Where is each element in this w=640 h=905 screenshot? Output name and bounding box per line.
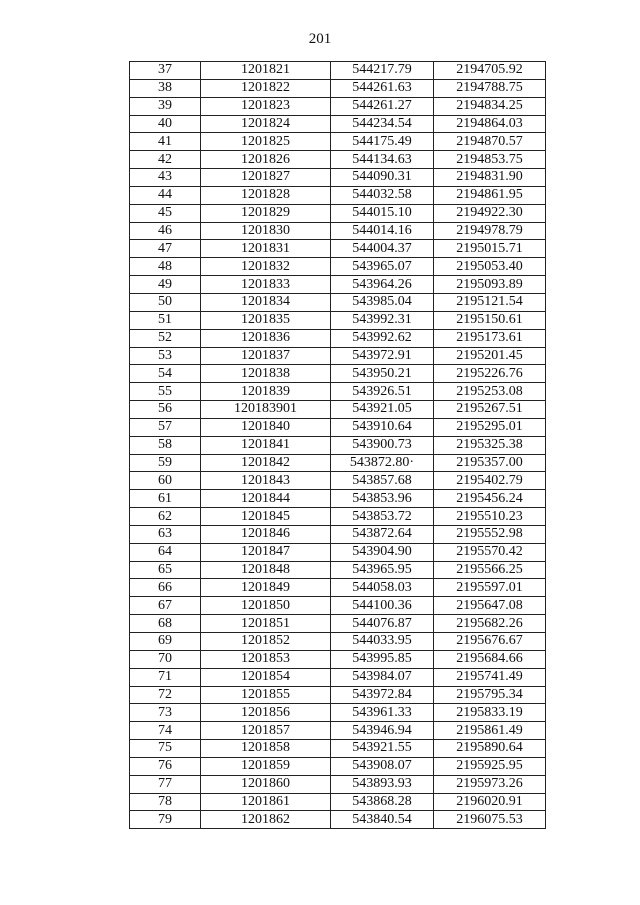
table-row	[130, 525, 546, 543]
point-number-cell: 49	[130, 276, 201, 294]
point-id-cell: 1201825	[201, 133, 331, 151]
point-number-cell: 76	[130, 757, 201, 775]
point-number-cell: 53	[130, 347, 201, 365]
x-coordinate-cell: 543908.07	[331, 757, 434, 775]
x-coordinate-cell: 543984.07	[331, 668, 434, 686]
point-id-cell: 1201839	[201, 383, 331, 401]
y-coordinate-cell: 2194922.30	[434, 204, 546, 222]
x-coordinate-cell: 544076.87	[331, 615, 434, 633]
point-number-cell: 48	[130, 258, 201, 276]
point-id-cell: 1201838	[201, 365, 331, 383]
y-coordinate-cell: 2195684.66	[434, 650, 546, 668]
x-coordinate-cell: 543840.54	[331, 811, 434, 829]
point-id-cell: 1201857	[201, 722, 331, 740]
x-coordinate-cell: 544261.27	[331, 97, 434, 115]
point-id-cell: 1201835	[201, 311, 331, 329]
point-id-cell: 1201845	[201, 508, 331, 526]
point-id-cell: 1201834	[201, 293, 331, 311]
x-coordinate-cell: 544015.10	[331, 204, 434, 222]
point-number-cell: 74	[130, 722, 201, 740]
y-coordinate-cell: 2195676.67	[434, 633, 546, 651]
point-id-cell: 1201822	[201, 79, 331, 97]
point-number-cell: 41	[130, 133, 201, 151]
table-row	[130, 418, 546, 436]
table-row	[130, 133, 546, 151]
y-coordinate-cell: 2194831.90	[434, 169, 546, 187]
point-number-cell: 45	[130, 204, 201, 222]
point-number-cell: 50	[130, 293, 201, 311]
point-number-cell: 55	[130, 383, 201, 401]
point-number-cell: 73	[130, 704, 201, 722]
point-number-cell: 42	[130, 151, 201, 169]
x-coordinate-cell: 543995.85	[331, 650, 434, 668]
table-row	[130, 115, 546, 133]
x-coordinate-cell: 544004.37	[331, 240, 434, 258]
point-number-cell: 70	[130, 650, 201, 668]
point-id-cell: 1201829	[201, 204, 331, 222]
y-coordinate-cell: 2195552.98	[434, 525, 546, 543]
point-id-cell: 1201843	[201, 472, 331, 490]
point-id-cell: 1201854	[201, 668, 331, 686]
point-id-cell: 1201862	[201, 811, 331, 829]
table-row	[130, 811, 546, 829]
table-row	[130, 169, 546, 187]
point-id-cell: 1201842	[201, 454, 331, 472]
x-coordinate-cell: 543872.64	[331, 525, 434, 543]
point-id-cell: 1201830	[201, 222, 331, 240]
y-coordinate-cell: 2195325.38	[434, 436, 546, 454]
x-coordinate-cell: 543992.31	[331, 311, 434, 329]
table-row	[130, 436, 546, 454]
table-row	[130, 454, 546, 472]
table-row	[130, 775, 546, 793]
point-id-cell: 1201851	[201, 615, 331, 633]
table-row	[130, 472, 546, 490]
y-coordinate-cell: 2194978.79	[434, 222, 546, 240]
point-id-cell: 1201847	[201, 543, 331, 561]
point-id-cell: 1201821	[201, 62, 331, 80]
x-coordinate-cell: 543857.68	[331, 472, 434, 490]
table-row	[130, 258, 546, 276]
x-coordinate-cell: 544100.36	[331, 597, 434, 615]
x-coordinate-cell: 544134.63	[331, 151, 434, 169]
x-coordinate-cell: 543992.62	[331, 329, 434, 347]
point-number-cell: 59	[130, 454, 201, 472]
table-row	[130, 615, 546, 633]
table-row	[130, 543, 546, 561]
x-coordinate-cell: 543950.21	[331, 365, 434, 383]
table-row	[130, 650, 546, 668]
table-row	[130, 740, 546, 758]
y-coordinate-cell: 2194788.75	[434, 79, 546, 97]
point-number-cell: 79	[130, 811, 201, 829]
point-id-cell: 1201846	[201, 525, 331, 543]
y-coordinate-cell: 2195570.42	[434, 543, 546, 561]
point-id-cell: 1201844	[201, 490, 331, 508]
point-number-cell: 77	[130, 775, 201, 793]
point-number-cell: 37	[130, 62, 201, 80]
point-id-cell: 1201850	[201, 597, 331, 615]
y-coordinate-cell: 2195973.26	[434, 775, 546, 793]
y-coordinate-cell: 2194834.25	[434, 97, 546, 115]
y-coordinate-cell: 2195253.08	[434, 383, 546, 401]
x-coordinate-cell: 543926.51	[331, 383, 434, 401]
point-number-cell: 44	[130, 186, 201, 204]
coordinates-table	[129, 61, 546, 829]
y-coordinate-cell: 2195295.01	[434, 418, 546, 436]
x-coordinate-cell: 543965.07	[331, 258, 434, 276]
table-row	[130, 186, 546, 204]
y-coordinate-cell: 2195566.25	[434, 561, 546, 579]
point-number-cell: 39	[130, 97, 201, 115]
y-coordinate-cell: 2195647.08	[434, 597, 546, 615]
y-coordinate-cell: 2194864.03	[434, 115, 546, 133]
table-row	[130, 79, 546, 97]
point-number-cell: 47	[130, 240, 201, 258]
x-coordinate-cell: 544175.49	[331, 133, 434, 151]
x-coordinate-cell: 543985.04	[331, 293, 434, 311]
table-row	[130, 222, 546, 240]
point-id-cell: 1201832	[201, 258, 331, 276]
x-coordinate-cell: 543904.90	[331, 543, 434, 561]
point-number-cell: 72	[130, 686, 201, 704]
x-coordinate-cell: 544032.58	[331, 186, 434, 204]
x-coordinate-cell: 543965.95	[331, 561, 434, 579]
point-number-cell: 75	[130, 740, 201, 758]
y-coordinate-cell: 2195861.49	[434, 722, 546, 740]
point-id-cell: 1201836	[201, 329, 331, 347]
x-coordinate-cell: 543900.73	[331, 436, 434, 454]
y-coordinate-cell: 2196020.91	[434, 793, 546, 811]
table-row	[130, 722, 546, 740]
point-id-cell: 1201856	[201, 704, 331, 722]
y-coordinate-cell: 2195833.19	[434, 704, 546, 722]
y-coordinate-cell: 2195597.01	[434, 579, 546, 597]
point-id-cell: 1201855	[201, 686, 331, 704]
y-coordinate-cell: 2195093.89	[434, 276, 546, 294]
point-number-cell: 58	[130, 436, 201, 454]
table-row	[130, 793, 546, 811]
y-coordinate-cell: 2195795.34	[434, 686, 546, 704]
point-id-cell: 1201841	[201, 436, 331, 454]
point-id-cell: 1201853	[201, 650, 331, 668]
table-row	[130, 276, 546, 294]
y-coordinate-cell: 2195150.61	[434, 311, 546, 329]
point-id-cell: 1201827	[201, 169, 331, 187]
point-number-cell: 43	[130, 169, 201, 187]
point-id-cell: 120183901	[201, 401, 331, 419]
x-coordinate-cell: 543893.93	[331, 775, 434, 793]
y-coordinate-cell: 2195890.64	[434, 740, 546, 758]
page-number: 201	[308, 31, 332, 47]
x-coordinate-cell: 543853.72	[331, 508, 434, 526]
y-coordinate-cell: 2195925.95	[434, 757, 546, 775]
point-id-cell: 1201849	[201, 579, 331, 597]
x-coordinate-cell: 544014.16	[331, 222, 434, 240]
x-coordinate-cell: 543961.33	[331, 704, 434, 722]
x-coordinate-cell: 544217.79	[331, 62, 434, 80]
y-coordinate-cell: 2194870.57	[434, 133, 546, 151]
coordinates-table-body	[130, 62, 546, 829]
x-coordinate-cell: 544234.54	[331, 115, 434, 133]
point-number-cell: 52	[130, 329, 201, 347]
point-number-cell: 62	[130, 508, 201, 526]
point-number-cell: 64	[130, 543, 201, 561]
table-row	[130, 365, 546, 383]
table-row	[130, 329, 546, 347]
x-coordinate-cell: 544033.95	[331, 633, 434, 651]
point-id-cell: 1201831	[201, 240, 331, 258]
x-coordinate-cell: 543972.91	[331, 347, 434, 365]
table-row	[130, 633, 546, 651]
y-coordinate-cell: 2195015.71	[434, 240, 546, 258]
point-number-cell: 68	[130, 615, 201, 633]
point-number-cell: 63	[130, 525, 201, 543]
point-number-cell: 46	[130, 222, 201, 240]
table-row	[130, 151, 546, 169]
point-id-cell: 1201861	[201, 793, 331, 811]
y-coordinate-cell: 2195741.49	[434, 668, 546, 686]
y-coordinate-cell: 2195402.79	[434, 472, 546, 490]
y-coordinate-cell: 2195510.23	[434, 508, 546, 526]
y-coordinate-cell: 2195201.45	[434, 347, 546, 365]
x-coordinate-cell: 543964.26	[331, 276, 434, 294]
y-coordinate-cell: 2195456.24	[434, 490, 546, 508]
table-row	[130, 686, 546, 704]
x-coordinate-cell: 543910.64	[331, 418, 434, 436]
point-number-cell: 61	[130, 490, 201, 508]
table-row	[130, 561, 546, 579]
x-coordinate-cell: 543853.96	[331, 490, 434, 508]
point-id-cell: 1201859	[201, 757, 331, 775]
point-id-cell: 1201823	[201, 97, 331, 115]
coordinates-table-container	[129, 61, 546, 829]
table-row	[130, 401, 546, 419]
point-number-cell: 65	[130, 561, 201, 579]
x-coordinate-cell: 543921.05	[331, 401, 434, 419]
y-coordinate-cell: 2194853.75	[434, 151, 546, 169]
y-coordinate-cell: 2194861.95	[434, 186, 546, 204]
y-coordinate-cell: 2195121.54	[434, 293, 546, 311]
y-coordinate-cell: 2196075.53	[434, 811, 546, 829]
x-coordinate-cell: 543921.55	[331, 740, 434, 758]
point-number-cell: 54	[130, 365, 201, 383]
table-row	[130, 62, 546, 80]
point-number-cell: 71	[130, 668, 201, 686]
point-id-cell: 1201848	[201, 561, 331, 579]
table-row	[130, 668, 546, 686]
point-number-cell: 57	[130, 418, 201, 436]
table-row	[130, 383, 546, 401]
point-id-cell: 1201858	[201, 740, 331, 758]
table-row	[130, 293, 546, 311]
y-coordinate-cell: 2195357.00	[434, 454, 546, 472]
point-id-cell: 1201826	[201, 151, 331, 169]
point-id-cell: 1201840	[201, 418, 331, 436]
x-coordinate-cell: 543872.80·	[331, 454, 434, 472]
point-number-cell: 40	[130, 115, 201, 133]
point-id-cell: 1201837	[201, 347, 331, 365]
x-coordinate-cell: 543868.28	[331, 793, 434, 811]
x-coordinate-cell: 544090.31	[331, 169, 434, 187]
point-number-cell: 67	[130, 597, 201, 615]
point-number-cell: 51	[130, 311, 201, 329]
y-coordinate-cell: 2194705.92	[434, 62, 546, 80]
y-coordinate-cell: 2195226.76	[434, 365, 546, 383]
point-number-cell: 38	[130, 79, 201, 97]
point-id-cell: 1201824	[201, 115, 331, 133]
x-coordinate-cell: 544058.03	[331, 579, 434, 597]
x-coordinate-cell: 543946.94	[331, 722, 434, 740]
table-row	[130, 97, 546, 115]
y-coordinate-cell: 2195053.40	[434, 258, 546, 276]
table-row	[130, 347, 546, 365]
table-row	[130, 490, 546, 508]
point-number-cell: 60	[130, 472, 201, 490]
point-number-cell: 56	[130, 401, 201, 419]
table-row	[130, 757, 546, 775]
table-row	[130, 508, 546, 526]
point-number-cell: 66	[130, 579, 201, 597]
point-number-cell: 78	[130, 793, 201, 811]
y-coordinate-cell: 2195682.26	[434, 615, 546, 633]
table-row	[130, 311, 546, 329]
point-id-cell: 1201833	[201, 276, 331, 294]
x-coordinate-cell: 543972.84	[331, 686, 434, 704]
point-id-cell: 1201828	[201, 186, 331, 204]
table-row	[130, 704, 546, 722]
table-row	[130, 597, 546, 615]
y-coordinate-cell: 2195173.61	[434, 329, 546, 347]
point-id-cell: 1201852	[201, 633, 331, 651]
table-row	[130, 579, 546, 597]
point-id-cell: 1201860	[201, 775, 331, 793]
table-row	[130, 204, 546, 222]
y-coordinate-cell: 2195267.51	[434, 401, 546, 419]
table-row	[130, 240, 546, 258]
x-coordinate-cell: 544261.63	[331, 79, 434, 97]
point-number-cell: 69	[130, 633, 201, 651]
